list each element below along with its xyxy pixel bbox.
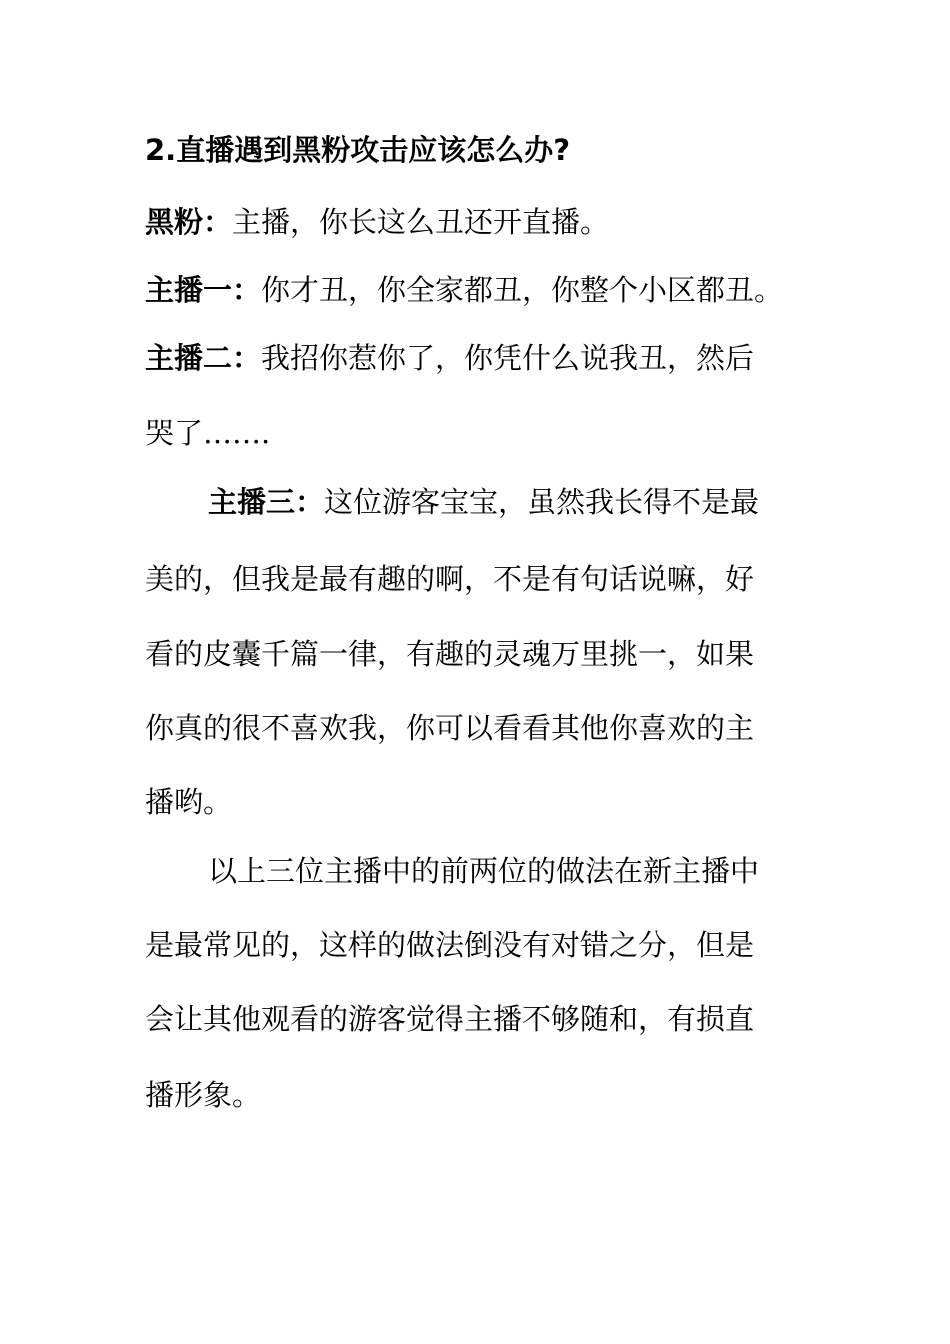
speaker-label: 主播一： bbox=[145, 273, 262, 307]
dialogue-line-streamer-1 bbox=[145, 268, 783, 312]
dialogue-text: 你才丑，你全家都丑，你整个小区都丑。 bbox=[261, 273, 784, 307]
dialogue-text: 这位游客宝宝，虽然我长得不是最 bbox=[324, 485, 760, 519]
conclusion-line: 会让其他观看的游客觉得主播不够随和，有损直 bbox=[145, 1002, 755, 1036]
speaker-label: 黑粉： bbox=[145, 205, 233, 239]
dialogue-continuation: 美的，但我是最有趣的啊，不是有句话说嘛，好 bbox=[145, 562, 755, 596]
dialogue-text: 我招你惹你了，你凭什么说我丑，然后 bbox=[261, 341, 755, 375]
dialogue-text: 主播，你长这么丑还开直播。 bbox=[232, 205, 610, 239]
dialogue-line-streamer-2 bbox=[145, 336, 754, 380]
speaker-label: 主播三： bbox=[208, 485, 325, 519]
dialogue-line-hater bbox=[145, 200, 609, 244]
conclusion-line: 是最常见的，这样的做法倒没有对错之分，但是 bbox=[145, 928, 755, 962]
section-heading: 2.直播遇到黑粉攻击应该怎么办? bbox=[145, 133, 571, 167]
conclusion-line: 以上三位主播中的前两位的做法在新主播中 bbox=[208, 854, 760, 888]
dialogue-continuation: 你真的很不喜欢我，你可以看看其他你喜欢的主 bbox=[145, 711, 755, 745]
conclusion-line: 播形象。 bbox=[145, 1078, 262, 1112]
dialogue-continuation: 播哟。 bbox=[145, 785, 233, 819]
dialogue-line-streamer-3 bbox=[208, 480, 759, 524]
speaker-label: 主播二： bbox=[145, 341, 262, 375]
dialogue-continuation: 看的皮囊千篇一律，有趣的灵魂万里挑一，如果 bbox=[145, 637, 755, 671]
dialogue-continuation: 哭了……. bbox=[145, 416, 271, 450]
